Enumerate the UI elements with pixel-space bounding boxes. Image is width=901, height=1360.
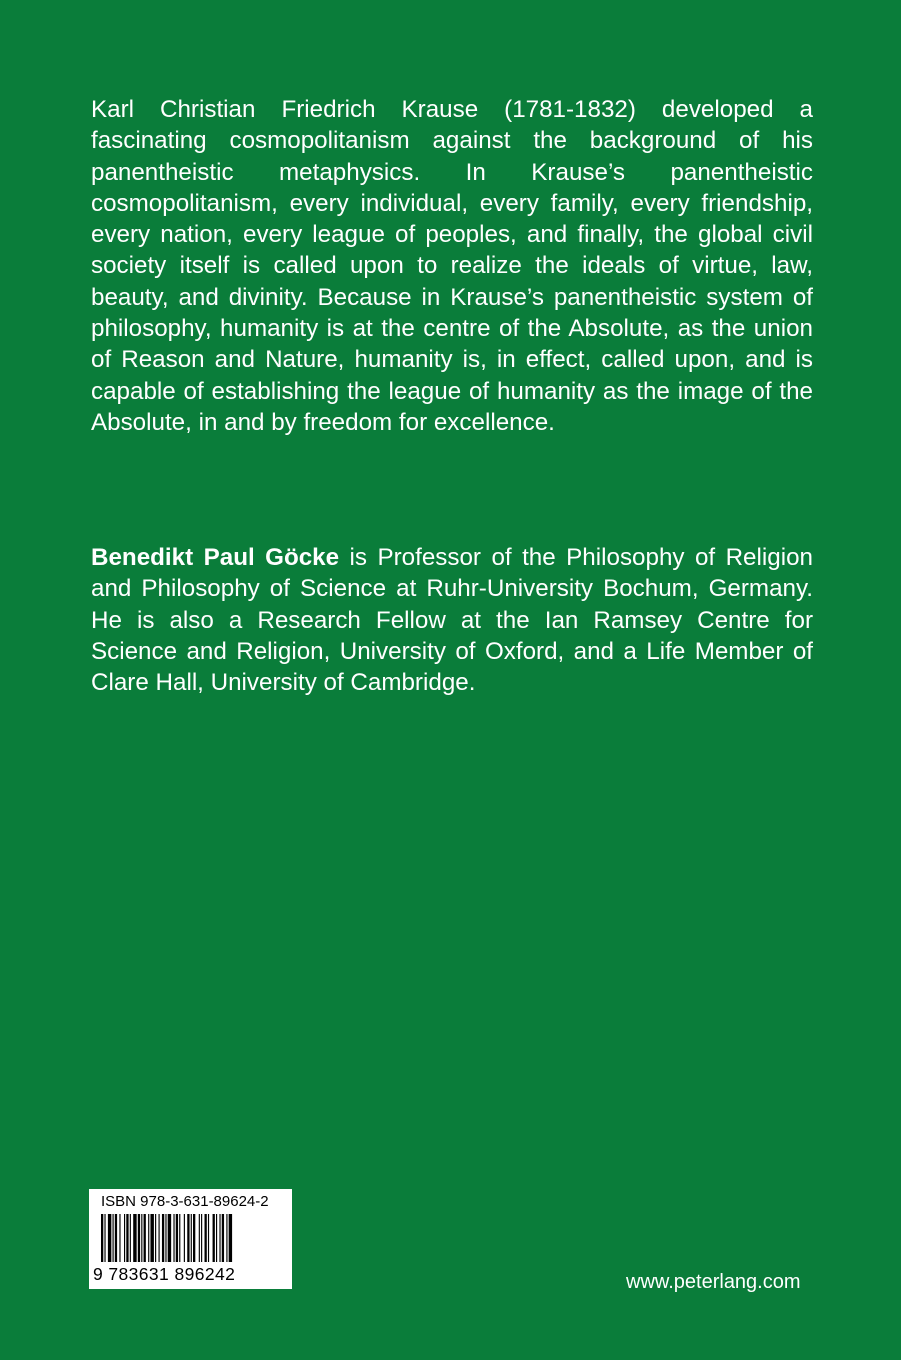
barcode-digits: 9 783631 896242 (93, 1264, 236, 1284)
isbn-label: ISBN 978-3-631-89624-2 (101, 1193, 269, 1210)
author-bio (91, 542, 813, 698)
publisher-website: www.peterlang.com (626, 1271, 801, 1293)
author-bio-text: is Professor of the Philosophy of Religion and Philosophy of Science at Ruhr-University Bochum, Germany. He is also a Research Fellow at the Ian Ramsey Centre for Science and Religion, University of Oxford, and a Life Member of Clare Hall, University of Cambridge. (91, 544, 813, 697)
author-name: Benedikt Paul Göcke (91, 544, 340, 571)
barcode-icon (101, 1214, 281, 1262)
isbn-barcode-block (89, 1189, 292, 1289)
book-description: Karl Christian Friedrich Krause (1781-1832) developed a fascinating cosmopolitanism against the background of his panentheistic metaphysics. In Krause’s panentheistic cosmopolitanism, every individual, every family, every friendship, every nation, every league of peoples, and finally, the global civil society itself is called upon to realize the ideals of virtue, law, beauty, and divinity. Because in Krause’s panentheistic system of philosophy, humanity is at the centre of the Absolute, as the union of Reason and Nature, humanity is, in effect, called upon, and is capable of establishing the league of humanity as the image of the Absolute, in and by freedom for excellence. (91, 96, 813, 436)
